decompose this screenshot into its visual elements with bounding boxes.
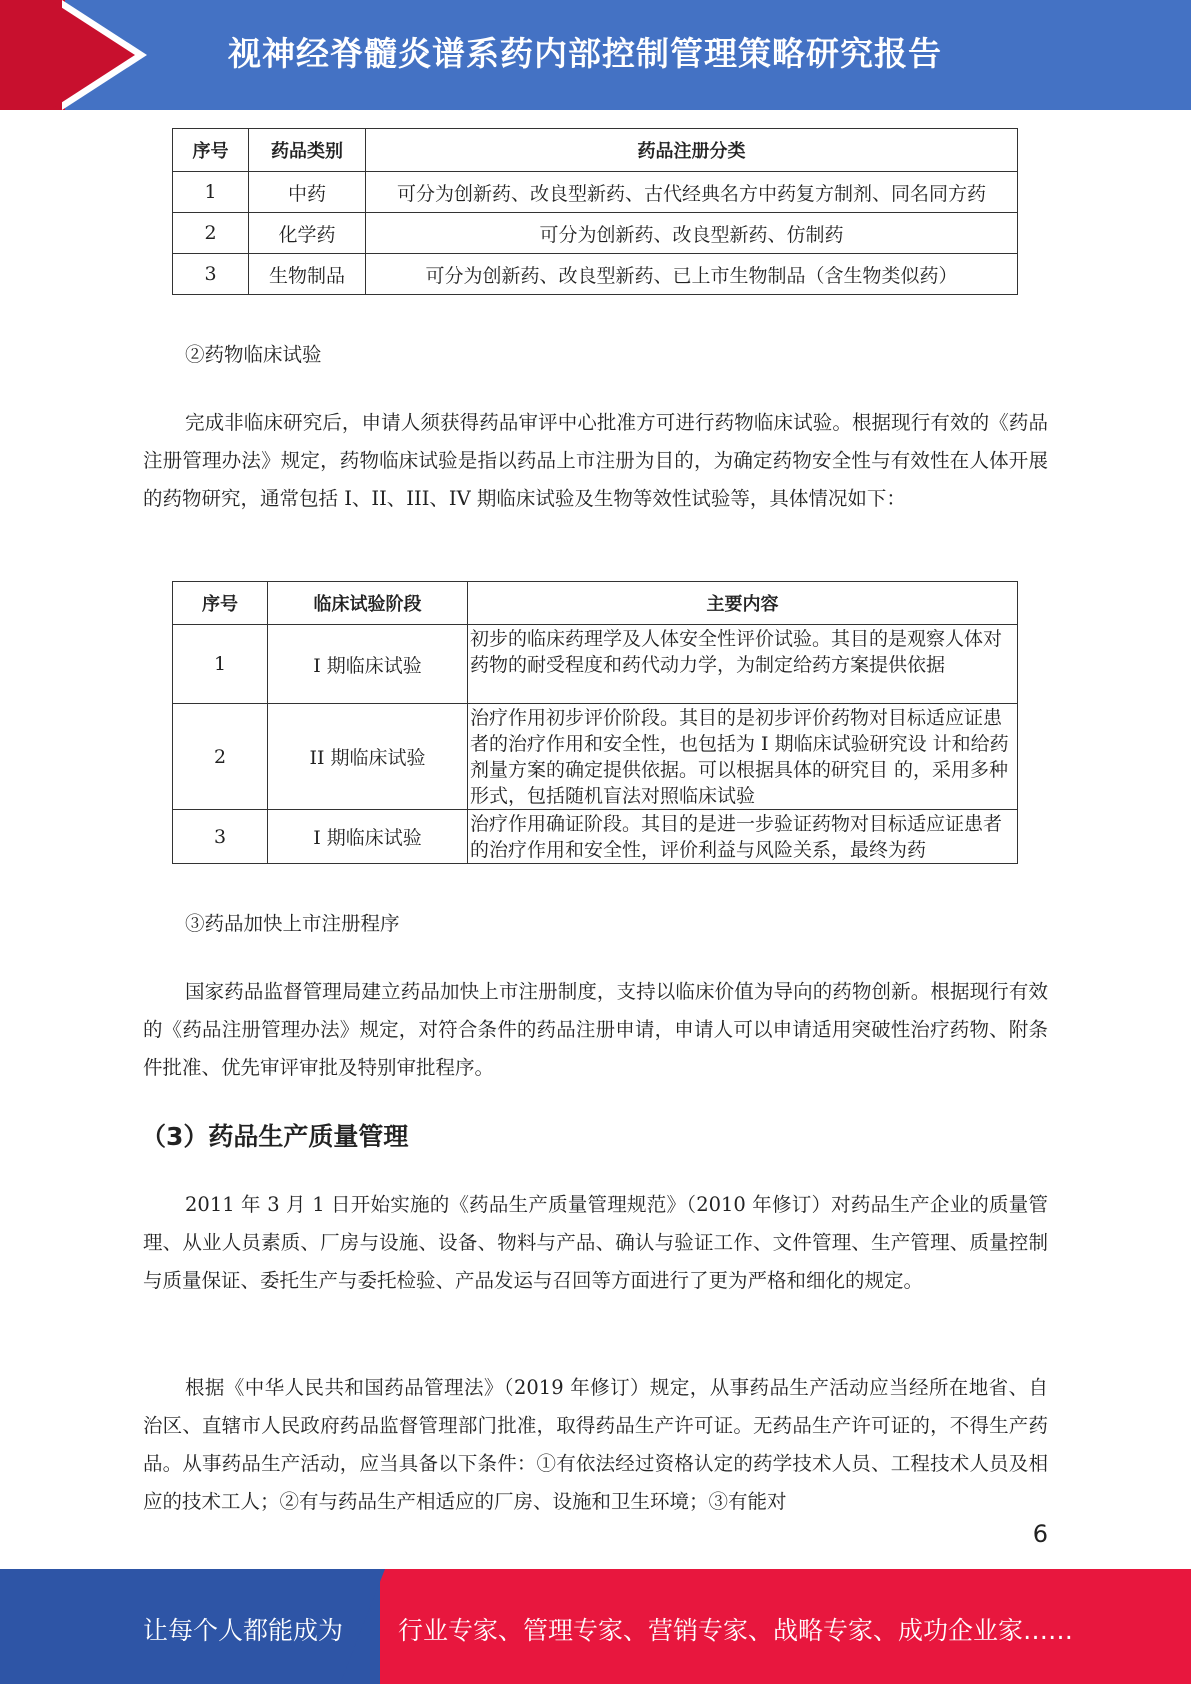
table-header-row <box>173 582 1018 625</box>
footer-slant <box>340 1569 385 1684</box>
table-cell: 1 <box>173 625 268 704</box>
table-row <box>173 810 1018 864</box>
section-heading-production-quality: （3）药品生产质量管理 <box>141 1122 409 1151</box>
table-cell: II 期临床试验 <box>268 704 468 810</box>
table-cell: 可分为创新药、改良型新药、仿制药 <box>366 213 1018 254</box>
table-cell: 1 <box>173 172 249 213</box>
table-header-cell: 主要内容 <box>468 582 1018 625</box>
table-cell: 可分为创新药、改良型新药、古代经典名方中药复方制剂、同名同方药 <box>366 172 1018 213</box>
table-row <box>173 172 1018 213</box>
table-header-cell: 药品类别 <box>249 129 366 172</box>
table-header-cell: 药品注册分类 <box>366 129 1018 172</box>
table-header-cell: 临床试验阶段 <box>268 582 468 625</box>
drug-registration-table <box>172 128 1018 295</box>
table-row <box>173 213 1018 254</box>
report-title: 视神经脊髓炎谱系药内部控制管理策略研究报告 <box>228 34 942 73</box>
clinical-trial-table <box>172 581 1018 864</box>
table-cell: 3 <box>173 254 249 295</box>
table-header-cell: 序号 <box>173 129 249 172</box>
footer-slogan-left: 让每个人都能成为 <box>143 1616 344 1645</box>
table-cell: 可分为创新药、改良型新药、已上市生物制品（含生物类似药） <box>366 254 1018 295</box>
table-cell: 治疗作用初步评价阶段。其目的是初步评价药物对目标适应证患者的治疗作用和安全性，也包括为 I 期临床试验研究设 计和给药剂量方案的确定提供依据。可以根据具体的研究目 的，采用多种形式，包括随机盲法对照临床试验 <box>468 704 1018 810</box>
table-row <box>173 625 1018 704</box>
subsection-label-clinical-trials: ②药物临床试验 <box>185 343 322 366</box>
table-header-cell: 序号 <box>173 582 268 625</box>
header-chevron-red <box>50 0 135 110</box>
table-cell: 2 <box>173 704 268 810</box>
table-cell: I 期临床试验 <box>268 810 468 864</box>
footer-slogan-right: 行业专家、管理专家、营销专家、战略专家、成功企业家…… <box>398 1616 1074 1645</box>
table-cell: I 期临床试验 <box>268 625 468 704</box>
paragraph-gmp: 2011 年 3 月 1 日开始实施的《药品生产质量管理规范》（2010 年修订）对药品生产企业的质量管理、从业人员素质、厂房与设施、设备、物料与产品、确认与验证工作、文件管理、生产管理、质量控制与质量保证、委托生产与委托检验、产品发运与召回等方面进行了更为严格和细化的规定。 <box>143 1193 1048 1292</box>
table-cell: 生物制品 <box>249 254 366 295</box>
table-row <box>173 254 1018 295</box>
table-cell: 治疗作用确证阶段。其目的是进一步验证药物对目标适应证患者的治疗作用和安全性，评价利益与风险关系，最终为药 <box>468 810 1018 864</box>
paragraph-drug-administration-law: 根据《中华人民共和国药品管理法》（2019 年修订）规定，从事药品生产活动应当经所在地省、自治区、直辖市人民政府药品监督管理部门批准，取得药品生产许可证。无药品生产许可证的，不得生产药品。从事药品生产活动，应当具备以下条件：①有依法经过资格认定的药学技术人员、工程技术人员及相应的技术工人；②有与药品生产相适应的厂房、设施和卫生环境；③有能对 <box>143 1376 1048 1513</box>
table-cell: 2 <box>173 213 249 254</box>
paragraph-accelerated-registration: 国家药品监督管理局建立药品加快上市注册制度，支持以临床价值为导向的药物创新。根据现行有效的《药品注册管理办法》规定，对符合条件的药品注册申请，申请人可以申请适用突破性治疗药物、附条件批准、优先审评审批及特别审批程序。 <box>143 980 1048 1079</box>
table-cell: 化学药 <box>249 213 366 254</box>
subsection-label-accelerated-registration: ③药品加快上市注册程序 <box>185 912 400 935</box>
table-header-row <box>173 129 1018 172</box>
page-number: 6 <box>1032 1520 1048 1548</box>
table-cell: 初步的临床药理学及人体安全性评价试验。其目的是观察人体对药物的耐受程度和药代动力学，为制定给药方案提供依据 <box>468 625 1018 704</box>
footer-banner <box>0 1569 1191 1684</box>
table-cell: 中药 <box>249 172 366 213</box>
table-row <box>173 704 1018 810</box>
paragraph-clinical-trials: 完成非临床研究后，申请人须获得药品审评中心批准方可进行药物临床试验。根据现行有效的《药品注册管理办法》规定，药物临床试验是指以药品上市注册为目的，为确定药物安全性与有效性在人体开展的药物研究，通常包括 I、II、III、IV 期临床试验及生物等效性试验等，具体情况如下： <box>143 411 1048 510</box>
table-cell: 3 <box>173 810 268 864</box>
header-banner <box>0 0 1191 110</box>
